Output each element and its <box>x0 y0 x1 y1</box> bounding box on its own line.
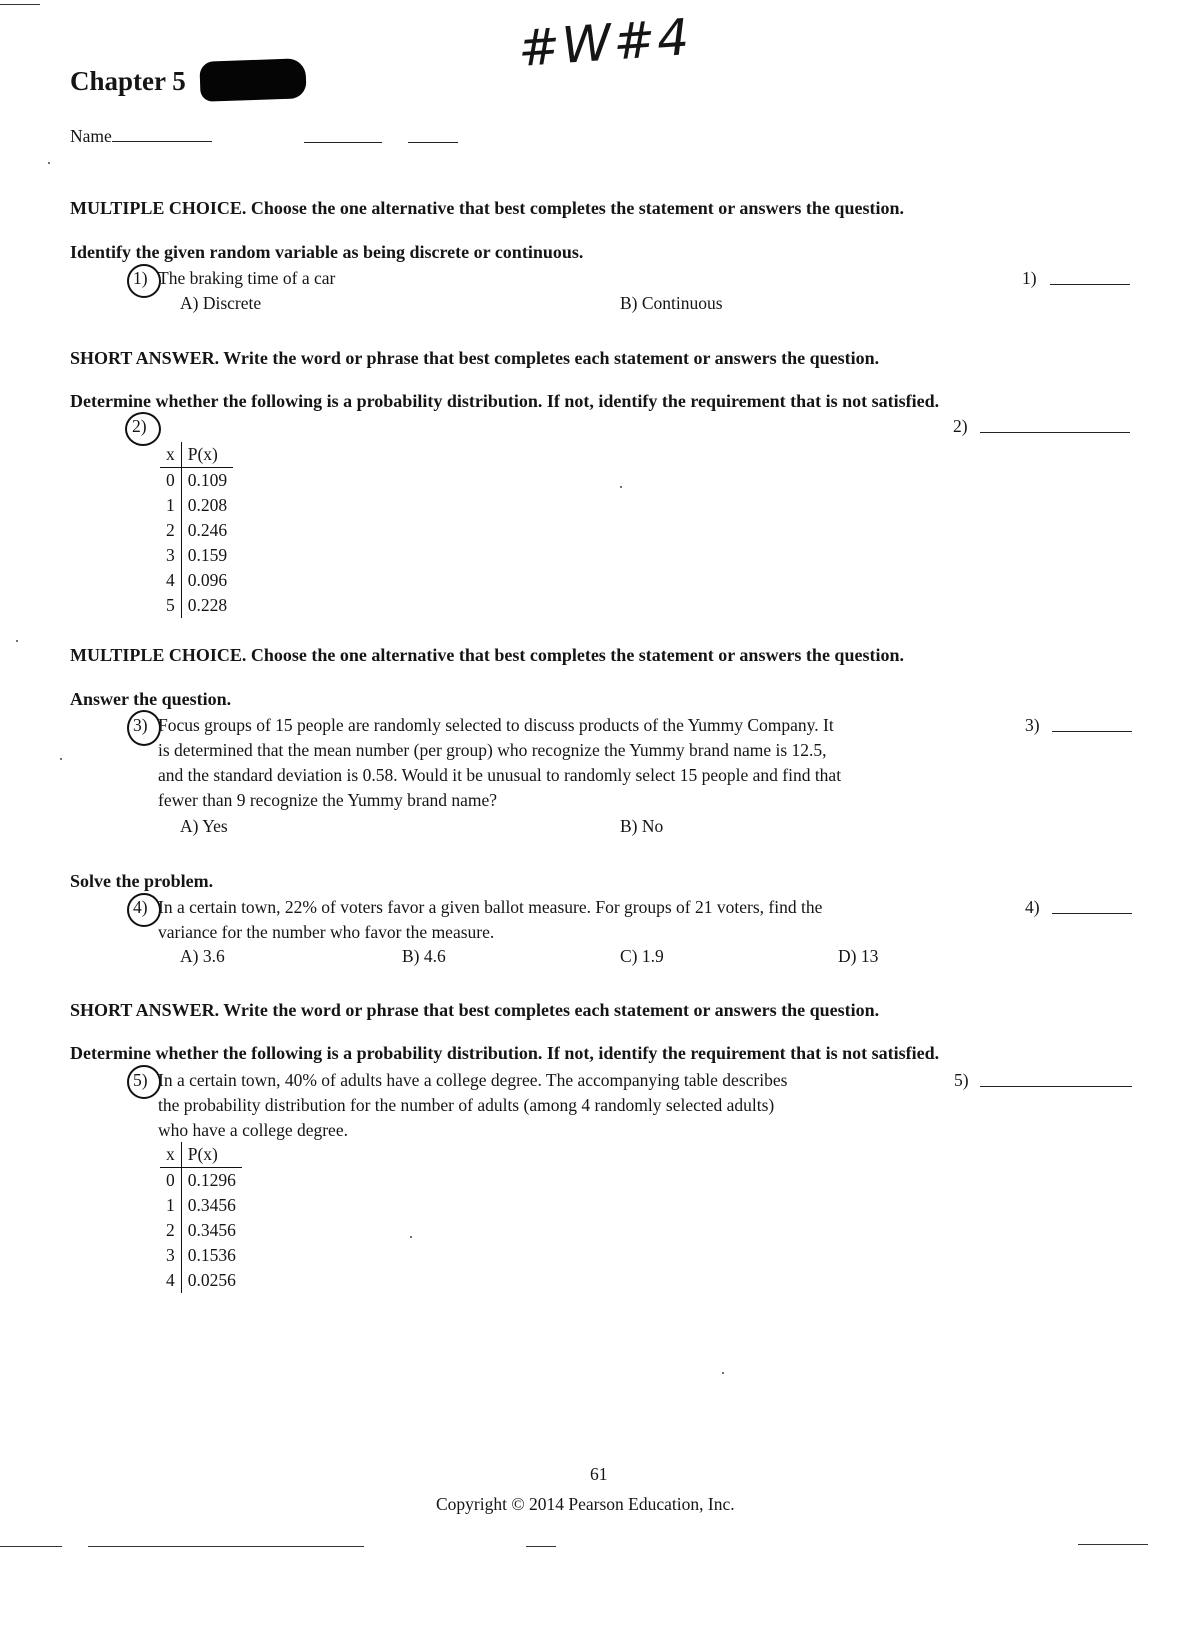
scan-speck <box>410 1236 412 1238</box>
table-row <box>160 543 233 568</box>
cell-x: 2 <box>160 518 181 543</box>
scan-speck <box>60 758 62 760</box>
q1-answer-label: 1) <box>1022 268 1037 288</box>
cell-px: 0.228 <box>187 595 228 615</box>
chapter-title: Chapter 5 <box>70 66 186 96</box>
section-instructions: MULTIPLE CHOICE. Choose the one alternative that best completes the statement or answers the question. <box>70 198 904 218</box>
q3-answer-line[interactable] <box>1052 731 1132 732</box>
name-underline <box>112 140 212 142</box>
q3-line-1: Focus groups of 15 people are randomly selected to discuss products of the Yummy Company. It <box>158 715 834 735</box>
table-row <box>160 1218 242 1243</box>
cell-px: 0.096 <box>187 570 228 590</box>
q4-choice-b[interactable]: B) 4.6 <box>402 946 446 966</box>
header-x: x <box>160 442 181 468</box>
q1-directive: Identify the given random variable as being discrete or continuous. <box>70 242 584 262</box>
page-number: 61 <box>590 1464 608 1484</box>
section-instructions: SHORT ANSWER. Write the word or phrase that best completes each statement or answers the question. <box>70 348 880 368</box>
table-row <box>160 468 233 494</box>
cell-px: 0.208 <box>187 495 228 515</box>
handwritten-title: #W#4 <box>516 8 693 78</box>
q1-choice-a[interactable]: A) Discrete <box>180 293 262 313</box>
blank-line <box>408 142 458 143</box>
header-x: x <box>160 1142 181 1168</box>
q2-answer-label: 2) <box>953 416 968 436</box>
table-row <box>160 1168 242 1194</box>
q3-line-2: is determined that the mean number (per group) who recognize the Yummy brand name is 12.5, <box>158 740 827 760</box>
cell-x: 4 <box>160 1268 181 1293</box>
cell-x: 1 <box>160 1193 181 1218</box>
q5-line-3: who have a college degree. <box>158 1120 348 1140</box>
scan-line <box>1078 1544 1148 1545</box>
q5-distribution-table <box>160 1142 242 1293</box>
blank-line <box>304 142 382 143</box>
table-row <box>160 493 233 518</box>
table-row <box>160 1268 242 1293</box>
scan-speck <box>620 486 622 488</box>
header-px: P(x) <box>181 442 233 468</box>
cell-px: 0.3456 <box>187 1195 236 1215</box>
scan-speck <box>16 640 18 642</box>
q3-line-4: fewer than 9 recognize the Yummy brand name? <box>158 790 498 810</box>
table-header-row <box>160 442 233 468</box>
scan-line <box>526 1546 556 1547</box>
q2-number: 2) <box>132 416 147 436</box>
cell-x: 0 <box>160 468 181 494</box>
q2-directive: Determine whether the following is a probability distribution. If not, identify the requirement that is not satisfied. <box>70 391 940 411</box>
cell-x: 4 <box>160 568 181 593</box>
table-row <box>160 1243 242 1268</box>
cell-x: 3 <box>160 1243 181 1268</box>
scan-speck <box>48 162 50 164</box>
q2-answer-line[interactable] <box>980 432 1130 433</box>
table-header-row <box>160 1142 242 1168</box>
q5-answer-label: 5) <box>954 1070 969 1090</box>
q3-directive: Answer the question. <box>70 689 232 709</box>
q1-number: 1) <box>133 268 148 288</box>
cell-px: 0.109 <box>187 470 228 490</box>
q3-line-3: and the standard deviation is 0.58. Would it be unusual to randomly select 15 people and find that <box>158 765 842 785</box>
q1-choice-b[interactable]: B) Continuous <box>620 293 723 313</box>
redaction-mark <box>199 58 306 102</box>
q5-answer-line[interactable] <box>980 1086 1132 1087</box>
copyright: Copyright © 2014 Pearson Education, Inc. <box>436 1494 735 1514</box>
table-row <box>160 568 233 593</box>
q3-choice-b[interactable]: B) No <box>620 816 664 836</box>
cell-x: 2 <box>160 1218 181 1243</box>
table-row <box>160 1193 242 1218</box>
q4-answer-line[interactable] <box>1052 913 1132 914</box>
q3-number: 3) <box>133 715 148 735</box>
cell-x: 3 <box>160 543 181 568</box>
cell-px: 0.1536 <box>187 1245 236 1265</box>
header-px: P(x) <box>181 1142 242 1168</box>
cell-px: 0.1296 <box>187 1170 236 1190</box>
q5-line-1: In a certain town, 40% of adults have a college degree. The accompanying table describes <box>158 1070 788 1090</box>
q4-line-2: variance for the number who favor the measure. <box>158 922 495 942</box>
section-instructions: MULTIPLE CHOICE. Choose the one alternative that best completes the statement or answers the question. <box>70 645 904 665</box>
table-row <box>160 593 233 618</box>
cell-px: 0.3456 <box>187 1220 236 1240</box>
q3-choice-a[interactable]: A) Yes <box>180 816 228 836</box>
q2-distribution-table <box>160 442 233 618</box>
name-label: Name <box>70 126 112 146</box>
cell-px: 0.246 <box>187 520 228 540</box>
scan-speck <box>722 1372 724 1374</box>
q4-answer-label: 4) <box>1025 897 1040 917</box>
q1-text: The braking time of a car <box>158 268 336 288</box>
cell-x: 5 <box>160 593 181 618</box>
table-row <box>160 518 233 543</box>
q5-line-2: the probability distribution for the number of adults (among 4 randomly selected adults) <box>158 1095 775 1115</box>
cell-px: 0.0256 <box>187 1270 236 1290</box>
scan-line <box>0 1546 62 1547</box>
q4-line-1: In a certain town, 22% of voters favor a given ballot measure. For groups of 21 voters, find the <box>158 897 823 917</box>
q4-directive: Solve the problem. <box>70 871 214 891</box>
cell-x: 0 <box>160 1168 181 1194</box>
q4-choice-c[interactable]: C) 1.9 <box>620 946 664 966</box>
q5-directive: Determine whether the following is a probability distribution. If not, identify the requirement that is not satisfied. <box>70 1043 940 1063</box>
scan-line <box>0 4 40 5</box>
cell-px: 0.159 <box>187 545 228 565</box>
scan-line <box>88 1546 364 1547</box>
name-field[interactable] <box>70 126 212 147</box>
q4-choice-d[interactable]: D) 13 <box>838 946 879 966</box>
q4-number: 4) <box>133 897 148 917</box>
q5-number: 5) <box>133 1070 148 1090</box>
cell-x: 1 <box>160 493 181 518</box>
q3-answer-label: 3) <box>1025 715 1040 735</box>
q4-choice-a[interactable]: A) 3.6 <box>180 946 225 966</box>
section-instructions: SHORT ANSWER. Write the word or phrase that best completes each statement or answers the question. <box>70 1000 880 1020</box>
q1-answer-line[interactable] <box>1050 284 1130 285</box>
